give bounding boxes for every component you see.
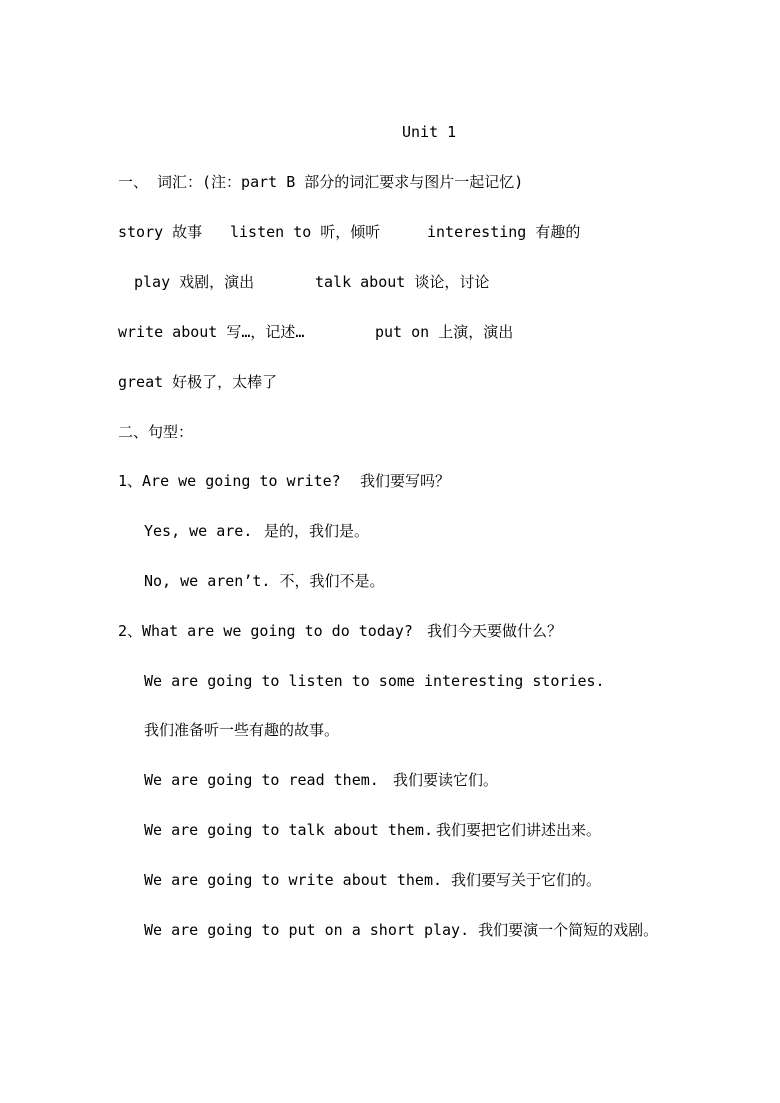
answer-no: No, we aren’t. 不，我们不是。 (144, 572, 385, 590)
answer-yes: Yes, we are. (144, 522, 253, 540)
answer-yes-translation: 是的，我们是。 (264, 522, 370, 540)
answer-line: 我们准备听一些有趣的故事。 (144, 721, 340, 739)
answer-line: We are going to write about them. 我们要写关于它们的。 (144, 871, 602, 889)
vocab-item: story 故事 (118, 223, 203, 241)
vocab-item: talk about 谈论，讨论 (315, 273, 490, 291)
vocab-item: interesting 有趣的 (427, 223, 581, 241)
answer-line: We are going to put on a short play. 我们要演一个简短的戏剧。 (144, 921, 659, 939)
question-2-translation: 我们今天要做什么？ (427, 622, 563, 640)
question-1-translation: 我们要写吗？ (360, 472, 451, 490)
vocab-item: listen to 听，倾听 (230, 223, 381, 241)
answer-line: We are going to talk about them. (144, 821, 433, 839)
question-2: 2、What are we going to do today? (118, 622, 413, 640)
unit-title: Unit 1 (402, 123, 457, 141)
vocab-item: play 戏剧，演出 (134, 273, 255, 291)
answer-line: We are going to listen to some interesting stories. (144, 672, 605, 690)
vocab-item: write about 写…，记述… (118, 323, 305, 341)
answer-line: We are going to read them. (144, 771, 379, 789)
vocab-item: great 好极了，太棒了 (118, 373, 278, 391)
vocab-item: put on 上演，演出 (375, 323, 514, 341)
answer-translation: 我们要把它们讲述出来。 (436, 821, 602, 839)
sentences-heading: 二、句型： (118, 423, 194, 441)
question-1: 1、Are we going to write? (118, 472, 341, 490)
vocab-heading: 一、 词汇：(注：part B 部分的词汇要求与图片一起记忆) (118, 173, 524, 191)
answer-translation: 我们要读它们。 (393, 771, 499, 789)
